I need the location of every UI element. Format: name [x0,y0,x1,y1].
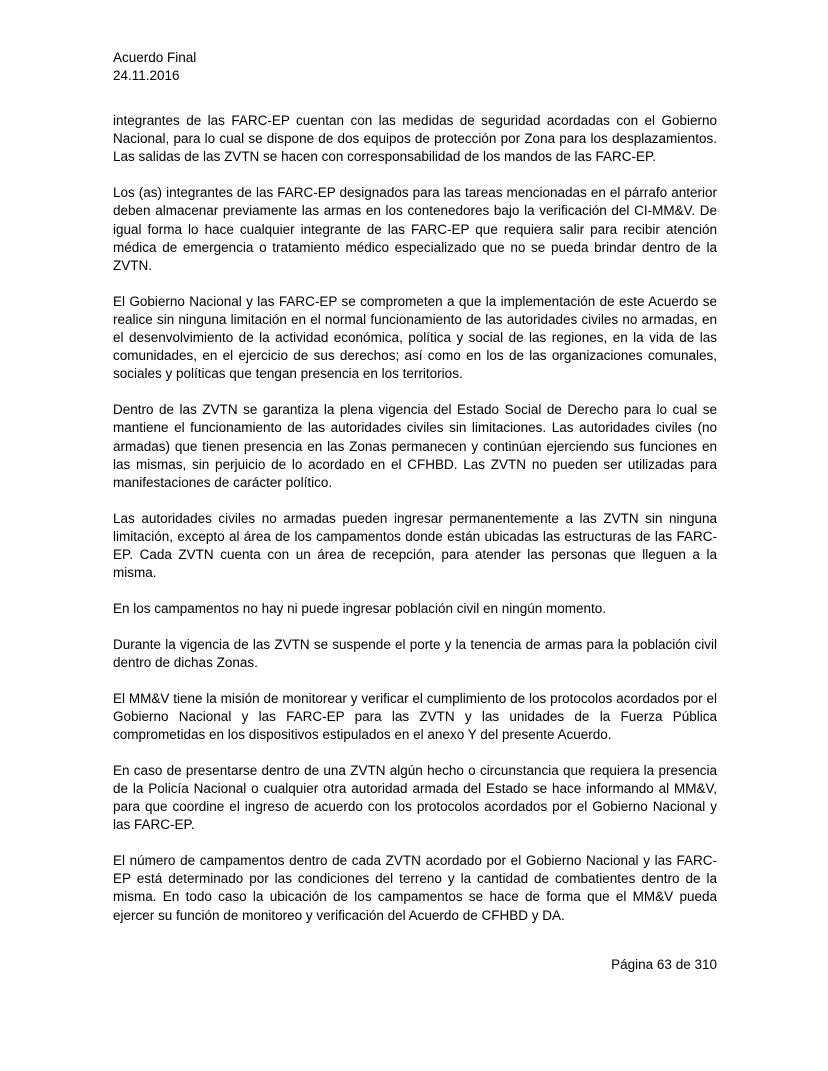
page-number: Página 63 de 310 [611,957,717,972]
paragraph-4: Dentro de las ZVTN se garantiza la plena vigencia del Estado Social de Derecho para lo cual se mantiene el funcionamiento de las autoridades civiles sin limitaciones. Las autoridades civiles (no armadas) que tienen presencia en las Zonas permanecen y continúan ejerciendo sus funciones en las mismas, sin perjuicio de lo acordado en el CFHBD. Las ZVTN no pueden ser utilizadas para manifestaciones de carácter político. [113,402,717,490]
paragraph-2: Los (as) integrantes de las FARC-EP designados para las tareas mencionadas en el párrafo anterior deben almacenar previamente las armas en los contenedores bajo la verificación del CI-MM&V. De igual forma lo hace cualquier integrante de las FARC-EP que requiera salir para recibir atención médica de emergencia o tratamiento médico especializado que no se pueda brindar dentro de la ZVTN. [113,185,717,273]
paragraph-7: Durante la vigencia de las ZVTN se suspende el porte y la tenencia de armas para la población civil dentro de dichas Zonas. [113,636,717,670]
paragraph-10: El número de campamentos dentro de cada ZVTN acordado por el Gobierno Nacional y las FARC-EP está determinado por las condiciones del terreno y la cantidad de combatientes dentro de la misma. En todo caso la ubicación de los campamentos se hace de forma que el MM&V pueda ejercer su función de monitoreo y verificación del Acuerdo de CFHBD y DA. [113,853,717,923]
paragraph-8: El MM&V tiene la misión de monitorear y verificar el cumplimiento de los protocolos acordados por el Gobierno Nacional y las FARC-EP para las ZVTN y las unidades de la Fuerza Pública comprometidas en los dispositivos estipulados en el anexo Y del presente Acuerdo. [113,690,717,742]
document-title: Acuerdo Final [113,50,197,65]
paragraph-5: Las autoridades civiles no armadas pueden ingresar permanentemente a las ZVTN sin ninguna limitación, excepto al área de los campamentos donde están ubicadas las estructuras de las FARC-EP. Cada ZVTN cuenta con un área de recepción, para atender las personas que lleguen a la misma. [113,510,717,581]
paragraph-6: En los campamentos no hay ni puede ingresar población civil en ningún momento. [113,600,607,616]
document-body [113,112,717,942]
paragraph-1: integrantes de las FARC-EP cuentan con las medidas de seguridad acordadas con el Gobierno Nacional, para lo cual se dispone de dos equipos de protección por Zona para los desplazamientos. Las salidas de las ZVTN se hacen con corresponsabilidad de los mandos de las FARC-EP. [113,113,717,165]
document-header [113,49,196,85]
paragraph-3: El Gobierno Nacional y las FARC-EP se comprometen a que la implementación de este Acuerdo se realice sin ninguna limitación en el normal funcionamiento de las autoridades civiles no armadas, en el desenvolvimiento de la actividad económica, política y social de las regiones, en la vida de las comunidades, en el ejercicio de sus derechos; así como en los de las organizaciones comunales, sociales y políticas que tengan presencia en los territorios. [113,293,717,382]
document-date: 24.11.2016 [113,68,180,83]
paragraph-9: En caso de presentarse dentro de una ZVTN algún hecho o circunstancia que requiera la presencia de la Policía Nacional o cualquier otra autoridad armada del Estado se hace informando al MM&V, para que coordine el ingreso de acuerdo con los protocolos acordados por el Gobierno Nacional y las FARC-EP. [113,762,717,833]
